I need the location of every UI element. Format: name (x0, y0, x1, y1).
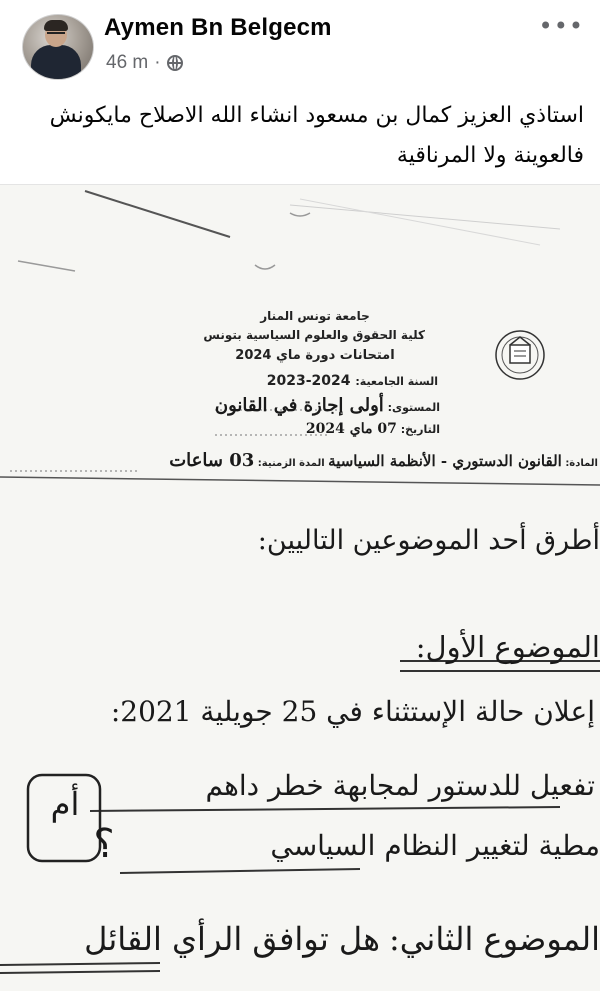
duration-value: 03 ساعات (169, 450, 255, 471)
more-options-icon[interactable]: ••• (538, 12, 584, 40)
exam-level (140, 395, 440, 416)
duration-label: المدة الزمنية: (257, 458, 325, 469)
globe-icon[interactable] (167, 55, 183, 71)
post-photo[interactable] (0, 184, 600, 991)
academic-year-value: 2024-2023 (266, 373, 351, 389)
avatar[interactable] (22, 14, 94, 80)
level-value: أولى إجازة في القانون (214, 395, 384, 416)
post-time[interactable]: 46 m (106, 52, 149, 73)
post-header (22, 12, 588, 82)
topic1-question-mark: ؟ (93, 821, 115, 867)
exam-date (200, 421, 440, 437)
academic-year-label: السنة الجامعية: (355, 375, 438, 388)
topic1-line2: تفعيل للدستور لمجابهة خطر داهم (205, 769, 595, 802)
exam-subject-duration (8, 450, 598, 471)
date-value: 07 ماي 2024 (305, 421, 397, 437)
subject-label: المادة: (565, 458, 598, 469)
meta-separator: · (154, 52, 161, 73)
level-label: المستوى: (387, 401, 440, 414)
topic1-boxed-word: أم (50, 785, 80, 823)
exam-session: امتحانات دورة ماي 2024 (235, 348, 395, 363)
topic2-line1: هل توافق الرأي القائل (84, 920, 380, 958)
post-text-line: استاذي العزيز كمال بن مسعود انشاء الله الاصلاح مايكونش (49, 103, 584, 128)
topic1-title: الموضوع الأول: (415, 630, 600, 664)
author-name[interactable]: Aymen Bn Belgecm (104, 14, 332, 41)
post-text-line: فالعوينة ولا المرناقية (396, 143, 584, 168)
exam-academic-year (238, 373, 438, 389)
exam-university: جامعة تونس المنار (260, 309, 370, 323)
paper-background (0, 185, 600, 991)
exam-instruction: أطرق أحد الموضوعين التاليين: (257, 525, 600, 556)
post-text (18, 96, 584, 176)
topic1-line1: إعلان حالة الإستثناء في 25 جويلية 2021: (110, 695, 595, 728)
post-meta (106, 52, 183, 74)
exam-faculty: كلية الحقوق والعلوم السياسية بتونس (203, 328, 425, 342)
topic1-line3: مطية لتغيير النظام السياسي (270, 829, 600, 862)
topic2-title: الموضوع الثاني: (388, 920, 600, 958)
date-label: التاريخ: (400, 423, 440, 436)
subject-value: القانون الدستوري - الأنظمة السياسية (328, 452, 562, 470)
